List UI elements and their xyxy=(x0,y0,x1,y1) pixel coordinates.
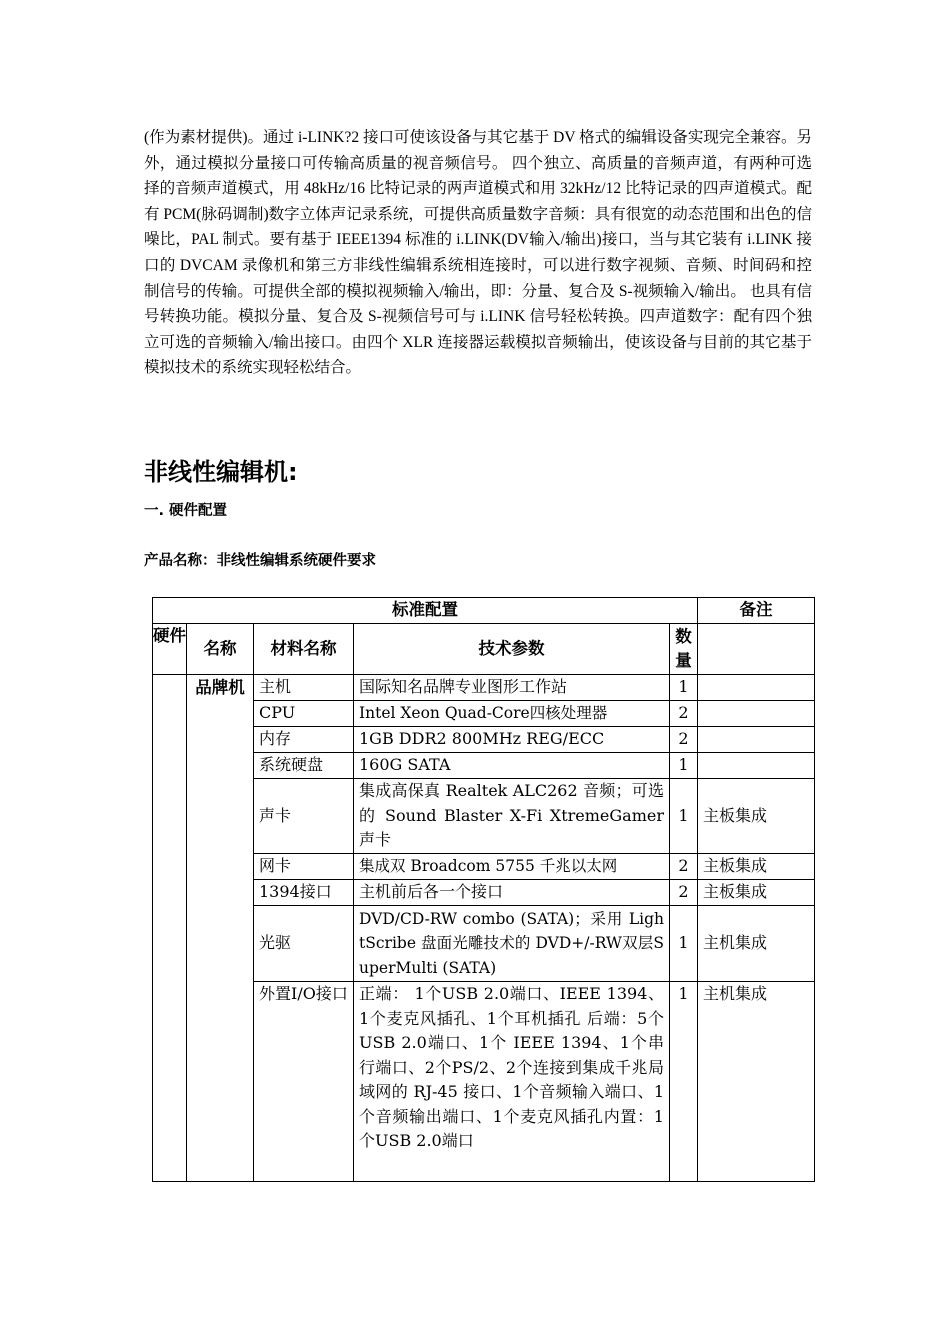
col-tech: 技术参数 xyxy=(354,624,670,675)
qty-cell: 1 xyxy=(670,753,698,779)
group-label: 品牌机 xyxy=(187,675,254,1182)
col-qty: 数量 xyxy=(670,624,698,675)
qty-cell: 1 xyxy=(670,906,698,982)
material-cell: 系统硬盘 xyxy=(254,753,354,779)
qty-cell: 2 xyxy=(670,880,698,906)
remark-cell xyxy=(698,753,815,779)
remark-cell xyxy=(698,701,815,727)
qty-cell: 2 xyxy=(670,701,698,727)
material-cell: 主机 xyxy=(254,675,354,701)
col-hardware: 硬件 xyxy=(153,624,187,675)
product-name: 产品名称：非线性编辑系统硬件要求 xyxy=(144,553,376,569)
material-cell: 声卡 xyxy=(254,779,354,854)
tech-cell: DVD/CD-RW combo (SATA)；采用 LightScribe 盘面光雕技术的 DVD+/-RW双层SuperMulti (SATA) xyxy=(354,906,670,982)
tech-cell: Intel Xeon Quad-Core四核处理器 xyxy=(354,701,670,727)
tech-cell: 正端： 1个USB 2.0端口、IEEE 1394、1个麦克风插孔、1个耳机插孔 后端：5个USB 2.0端口、1个 IEEE 1394、1个串行端口、2个PS/2、2个连接到集成千兆局域网的 RJ-45 接口、1个音频输入端口、1个音频输出端口、1个麦克风插孔内置：1个USB 2.0端口 xyxy=(354,982,670,1182)
remark-cell xyxy=(698,727,815,753)
table-header-row xyxy=(153,598,815,624)
tech-cell: 1GB DDR2 800MHz REG/ECC xyxy=(354,727,670,753)
intro-paragraph: (作为素材提供)。通过 i-LINK?2 接口可使该设备与其它基于 DV 格式的编辑设备实现完全兼容。另外，通过模拟分量接口可传输高质量的视音频信号。 四个独立、高质量的音频声道，有两种可选择的音频声道模式，用 48kHz/16 比特记录的两声道模式和用 32kHz/12 比特记录的四声道模式。配有 PCM(脉码调制)数字立体声记录系统，可提供高质量数字音频：具有很宽的动态范围和出色的信噪比，PAL 制式。要有基于 IEEE1394 标准的 i.LINK(DV输入/输出)接口，当与其它装有 i.LINK 接口的 DVCAM 录像机和第三方非线性编辑系统相连接时，可以进行数字视频、音频、时间码和控制信号的传输。可提供全部的模拟视频输入/输出，即：分量、复合及 S-视频输入/输出。 也具有信号转换功能。模拟分量、复合及 S-视频信号可与 i.LINK 信号轻松转换。四声道数字：配有四个独立可选的音频输入/输出接口。由四个 XLR 连接器运载模拟音频输出，使该设备与目前的其它基于模拟技术的系统实现轻松结合。 xyxy=(144,129,812,377)
remark-cell: 主机集成 xyxy=(698,982,815,1182)
remark-cell: 主板集成 xyxy=(698,854,815,880)
remark-cell: 主板集成 xyxy=(698,880,815,906)
tech-cell: 160G SATA xyxy=(354,753,670,779)
col-name: 名称 xyxy=(187,624,254,675)
hardware-cell-empty xyxy=(153,675,187,1182)
tech-cell: 主机前后各一个接口 xyxy=(354,880,670,906)
qty-cell: 1 xyxy=(670,779,698,854)
qty-cell: 2 xyxy=(670,854,698,880)
material-cell: 内存 xyxy=(254,727,354,753)
remark-cell xyxy=(698,675,815,701)
qty-cell: 1 xyxy=(670,982,698,1182)
remark-cell: 主板集成 xyxy=(698,779,815,854)
tech-cell: 集成双 Broadcom 5755 千兆以太网 xyxy=(354,854,670,880)
table-row xyxy=(153,675,815,701)
header-standard: 标准配置 xyxy=(153,598,698,624)
tech-cell: 国际知名品牌专业图形工作站 xyxy=(354,675,670,701)
col-remark-empty xyxy=(698,624,815,675)
material-cell: 光驱 xyxy=(254,906,354,982)
hardware-spec-table xyxy=(152,597,815,1182)
tech-cell: 集成高保真 Realtek ALC262 音频；可选的 Sound Blaster X-Fi XtremeGamer 声卡 xyxy=(354,779,670,854)
material-cell: 外置I/O接口 xyxy=(254,982,354,1182)
header-remark: 备注 xyxy=(698,598,815,624)
table-column-row xyxy=(153,624,815,675)
section-title: 非线性编辑机: xyxy=(144,458,298,486)
subsection-title: 一. 硬件配置 xyxy=(144,503,228,519)
material-cell: CPU xyxy=(254,701,354,727)
material-cell: 网卡 xyxy=(254,854,354,880)
qty-cell: 1 xyxy=(670,675,698,701)
col-material: 材料名称 xyxy=(254,624,354,675)
remark-cell: 主机集成 xyxy=(698,906,815,982)
qty-cell: 2 xyxy=(670,727,698,753)
material-cell: 1394接口 xyxy=(254,880,354,906)
